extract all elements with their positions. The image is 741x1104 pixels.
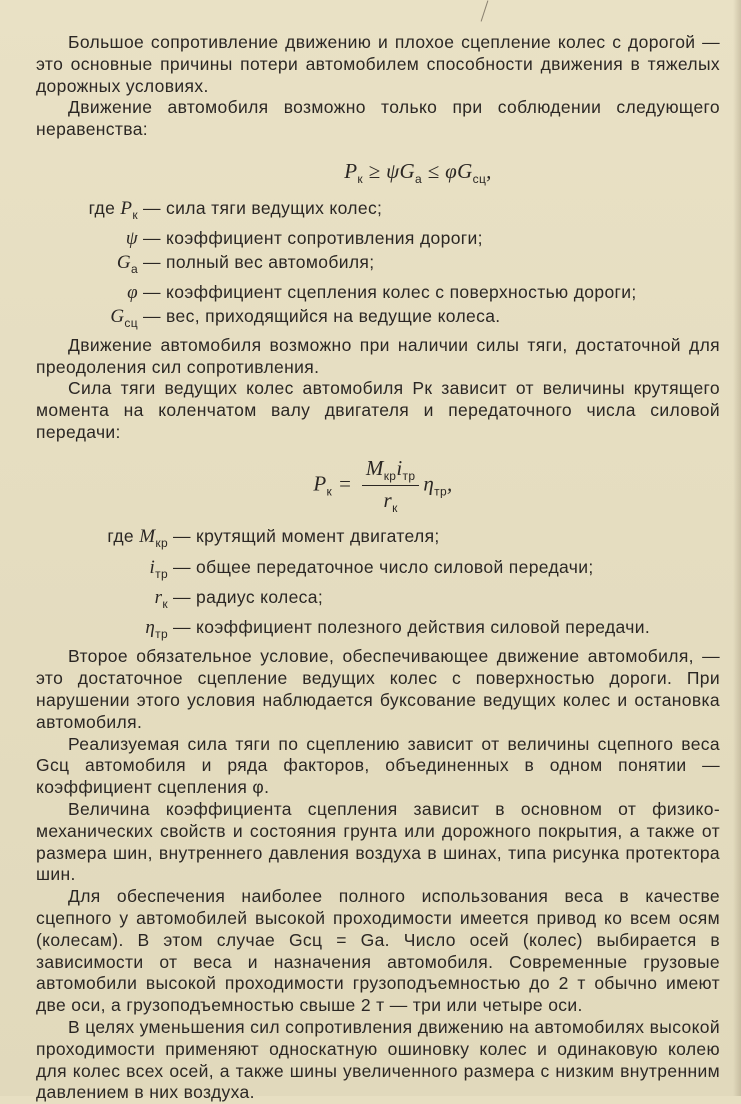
formula-operator: ≥ (363, 158, 387, 183)
legend-symbol: P (120, 197, 133, 219)
formula-symbol: η (423, 471, 435, 496)
formula-symbol: P (344, 158, 358, 183)
legend-symbol: G (116, 251, 131, 273)
legend-row (36, 197, 720, 227)
legend-1 (36, 197, 720, 335)
paragraph-3: Движение автомобиля возможно при наличии силы тяги, достаточной для преодоления сил сопротивления. (36, 334, 720, 377)
paragraph-4: Сила тяги ведущих колес автомобиля Pк зависит от величины крутящего момента на коленчатом валу двигателя и передаточного числа силовой передачи: (36, 378, 720, 443)
formula-symbol: φ (445, 158, 458, 183)
formula-symbol: M (365, 455, 384, 480)
legend-symbol: r (154, 586, 163, 608)
legend-description: — вес, приходящийся на ведущие колеса. (143, 305, 501, 326)
legend-subscript: сц (124, 315, 138, 330)
fraction-denominator (384, 486, 398, 515)
formula-subscript: тр (434, 484, 448, 499)
inequality-formula (36, 149, 720, 193)
paragraph-7: Величина коэффициента сцепления зависит в основном от физико-механических свойств и состояния грунта или дорожного покрытия, а также от размера шин, внутреннего давления воздуха в шинах, типа рисунка протектора шин. (36, 799, 720, 885)
pen-mark (481, 0, 489, 21)
formula-subscript: к (392, 501, 398, 516)
page-text (36, 32, 720, 1104)
legend-description: — коэффициент сцепления колес с поверхностью дороги; (143, 282, 637, 303)
legend-symbol: ψ (125, 228, 138, 250)
legend-subscript: а (130, 261, 138, 276)
legend-row (36, 616, 720, 646)
paragraph-8: Для обеспечения наиболее полного использования веса в качестве сцепного у автомобилей высокой проходимости имеется привод ко всем осям (колесам). В этом случае Gсц = Ga. Число осей (колес) выбирается в зависимости от веса и назначения автомобиля. Современные грузовые автомобили высокой проходимости грузоподъемностью до 2 т обычно имеют две оси, а грузоподъемностью свыше 2 т — три или четыре оси. (36, 886, 720, 1016)
paragraph-9: В целях уменьшения сил сопротивления движению на автомобилях высокой проходимости применяют односкатную ошиновку колес и одинаковую колею для колес всех осей, а также шины увеличенного размера с низким внутренним давлением в них воздуха. (36, 1016, 720, 1103)
legend-symbol: M (139, 526, 156, 548)
legend-description: — сила тяги ведущих колес; (143, 197, 383, 218)
formula-subscript: кр (383, 469, 397, 484)
paragraph-5: Второе обязательное условие, обеспечивающее движение автомобиля, — это достаточное сцепление ведущих колес с поверхностью дороги. При нарушении этого условия наблюдается буксование ведущих колес и остановка автомобиля. (36, 646, 720, 732)
formula-punctuation: , (447, 471, 453, 496)
legend-subscript: тр (155, 626, 168, 641)
formula-operator: ≤ (422, 158, 446, 183)
formula-symbol: r (383, 488, 393, 513)
formula-symbol: i (396, 455, 403, 480)
legend-row (36, 525, 720, 555)
formula-symbol: G (399, 158, 415, 183)
formula-punctuation: , (486, 158, 492, 183)
formula-subscript: а (415, 172, 423, 187)
legend-description: — коэффициент полезного действия силовой передачи. (173, 617, 651, 638)
legend-row (36, 556, 720, 586)
legend-row (36, 305, 720, 335)
paragraph-2: Движение автомобиля возможно только при соблюдении следующего неравенства: (36, 97, 720, 140)
legend-subscript: кр (155, 536, 168, 551)
formula-operator: = (332, 471, 358, 496)
formula-symbol: P (313, 471, 327, 496)
formula-subscript: тр (402, 469, 416, 484)
legend-lead: где (107, 526, 140, 547)
legend-row (36, 251, 720, 281)
traction-force-formula (36, 456, 720, 515)
legend-subscript: к (162, 596, 168, 611)
formula-fraction (362, 456, 420, 515)
legend-row (36, 227, 720, 251)
legend-description: — радиус колеса; (173, 586, 324, 607)
page-edge-shadow (733, 0, 741, 1096)
legend-description: — крутящий момент двигателя; (173, 526, 440, 547)
paragraph-1: Большое сопротивление движению и плохое сцепление колес с дорогой — это основные причины потери автомобилем способности движения в тяжелых дорожных условиях. (36, 32, 720, 96)
legend-symbol: i (149, 556, 156, 578)
legend-row (36, 586, 720, 616)
formula-subscript: к (357, 172, 363, 187)
paragraph-6: Реализуемая сила тяги по сцеплению зависит от величины сцепного веса Gсц автомобиля и ряда факторов, объединенных в одном понятии — коэффициент сцепления φ. (36, 733, 720, 798)
legend-row (36, 281, 720, 305)
legend-subscript: тр (155, 566, 168, 581)
legend-symbol: φ (127, 282, 138, 304)
formula-subscript: сц (472, 172, 487, 187)
fraction-numerator (362, 456, 420, 486)
formula-subscript: к (326, 484, 333, 499)
legend-description: — полный вес автомобиля; (143, 251, 375, 272)
legend-symbol: η (145, 617, 156, 639)
legend-description: — коэффициент сопротивления дороги; (143, 228, 483, 249)
legend-subscript: к (132, 207, 138, 222)
legend-symbol: G (110, 305, 125, 327)
legend-description: — общее передаточное число силовой передачи; (173, 556, 594, 577)
legend-lead: где (88, 197, 121, 218)
formula-symbol: G (457, 158, 473, 183)
legend-2 (36, 525, 720, 646)
formula-symbol: ψ (386, 158, 400, 183)
